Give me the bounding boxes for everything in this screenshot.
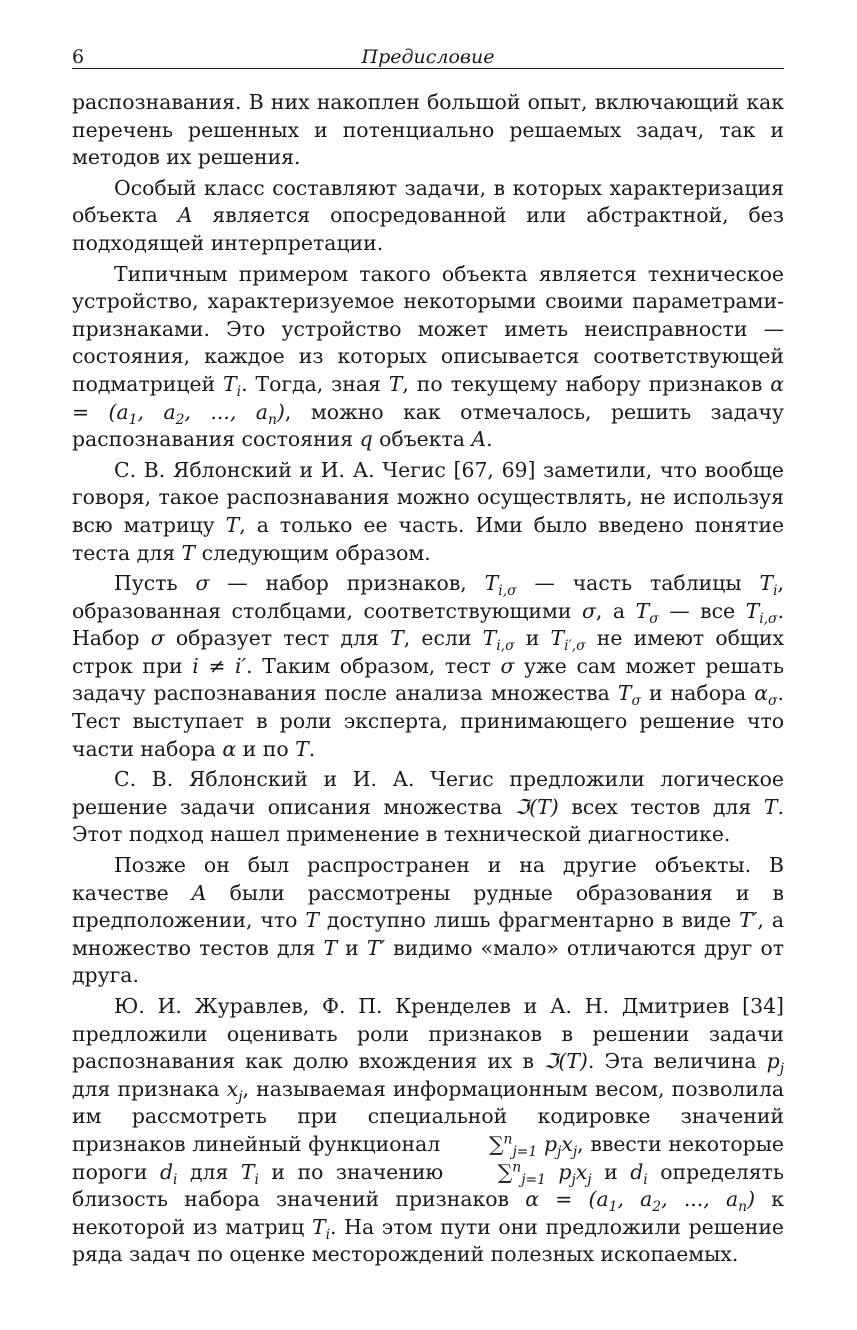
formula-sum-2: ∑$^n_{j=1}$ $p_jx_j$ — [497, 1158, 592, 1188]
book-page — [72, 40, 784, 1272]
paragraph-1: распознавания. В них накоплен большой опыт, включающий как перечень решенных и потенциально решаемых задач, так и методов их решения. — [72, 90, 784, 170]
running-title: Предисловие — [361, 46, 495, 68]
formula-sum-1: ∑$^n_{j=1}$ $p_jx_j$ — [488, 1131, 578, 1160]
paragraph-7: Позже он был распространен и на другие объекты. В качестве A были рассмотрены рудные образования и в предположении, что T доступно лишь фрагментарно в виде T′, а множество тестов для T и T′ видимо «мало» отличаются друг от друга. — [72, 853, 784, 988]
paragraph-5: Пусть σ — набор признаков, $T_{i,\sigma}$ — часть таблицы $T_i$, образованная столбцами, соответствующими σ, а $T_\sigma$ — все $T_{i,\sigma}$. Набор σ образует тест для T, если $T_{i,\sigma}$ и $T_{i',\sigma}$ не имеют общих строк при i ≠ i′. Таким образом, тест σ уже сам может решать задачу распознавания после анализа множества $T_\sigma$ и набора $\alpha_\sigma$. Тест выступает в роли эксперта, принимающего решение что части набора α и по T. — [72, 571, 784, 761]
body-text — [72, 89, 784, 1269]
paragraph-8: Ю. И. Журавлев, Ф. П. Кренделев и А. Н. Дмитриев [34] предложили оценивать роли признаков в решении задачи распознавания как долю вхождения их в ℑ(T). Эта величина $p_j$ для признака $x_j$, называемая информационным весом, позволила им рассмотреть при специальной кодировке значений признаков линейный функционал ∑$^n_{j=1}$ $p_jx_j$, ввести некоторые пороги $d_i$ для $T_i$ и по значению ∑$^n_{j=1}$ $p_jx_j$ и $d_i$ определять близость набора значений признаков $\alpha = (a_1$, $a_2$, ..., $a_n$) к некоторой из матриц $T_i$. На этом пути они предложили решение ряда задач по оценке месторождений полезных ископаемых. — [72, 994, 785, 1267]
paragraph-2: Особый класс составляют задачи, в которых характеризация объекта A является опосредованной или абстрактной, без подходящей интерпретации. — [72, 175, 784, 255]
paragraph-3: Типичным примером такого объекта является техническое устройство, характеризуемое некоторыми своими параметрами-признаками. Это устройство может иметь неисправности — состояния, каждое из которых описывается соответствующей подматрицей $T_i$. Тогда, зная T, по текущему набору признаков $\alpha = (a_1$, $a_2$, ..., $a_n$), можно как отмечалось, решить задачу распознавания состояния q объекта A. — [72, 261, 784, 452]
formula-alpha-2: $\alpha = (a_1$, $a_2$, ..., $a_n$) — [525, 1187, 756, 1215]
page-header — [72, 40, 784, 69]
paragraph-6: С. В. Яблонский и И. А. Чегис предложили логическое решение задачи описания множества ℑ(T) всех тестов для T. Этот подход нашел применение в технической диагностике. — [72, 767, 784, 847]
page-number: 6 — [72, 46, 85, 68]
paragraph-4: С. В. Яблонский и И. А. Чегис [67, 69] заметили, что вообще говоря, такое распознавания можно осуществлять, не используя всю матрицу T, а только ее часть. Ими было введено понятие теста для T следующим образом. — [72, 457, 785, 565]
formula-alpha: $\alpha = (a_1$, $a_2$, ..., $a_n$) — [72, 371, 784, 428]
